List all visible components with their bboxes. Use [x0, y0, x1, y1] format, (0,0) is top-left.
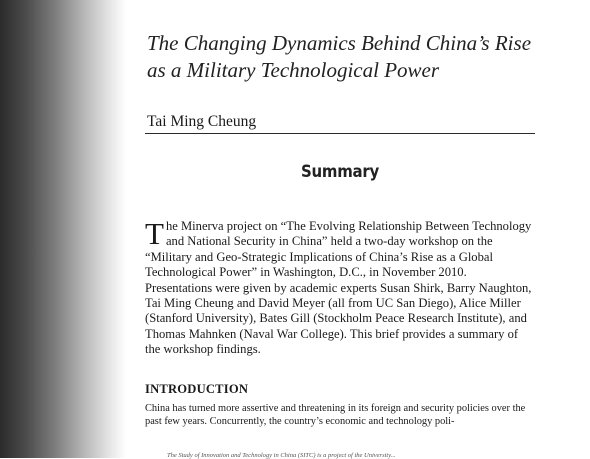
decorative-gradient-band [0, 0, 126, 458]
introduction-heading: INTRODUCTION [145, 382, 249, 396]
drop-cap: T [145, 216, 164, 251]
introduction-paragraph: China has turned more assertive and threatening in its foreign and security policies over the past few years. Concurrently, the country’s economic and technology poli- [145, 403, 526, 427]
document-title: The Changing Dynamics Behind China’s Rise as a Military Technological Power [147, 31, 532, 82]
summary-text: he Minerva project on “The Evolving Relationship Between Technology and National Security in China” held a two-day workshop on the “Military and Geo-Strategic Implications of China’s Rise as a Global Technological Power” in Washington, D.C., in November 2010. Presentations were given by academic experts Susan Shirk, Barry Naughton, Tai Ming Cheung and David Meyer (all from UC San Diego), Alice Miller (Stanford University), Bates Gill (Stockholm Peace Research Institute), and Thomas Mahnken (Naval War College). This brief provides a summary of the workshop findings. [145, 219, 532, 357]
footer-note: The Study of Innovation and Technology in China (SITC) is a project of the University... [167, 452, 396, 459]
band-edge [126, 0, 128, 458]
author-name: Tai Ming Cheung [147, 113, 257, 130]
title-divider [145, 133, 535, 134]
summary-paragraph [145, 216, 535, 358]
summary-heading: Summary [301, 162, 379, 182]
document-content [145, 0, 535, 458]
